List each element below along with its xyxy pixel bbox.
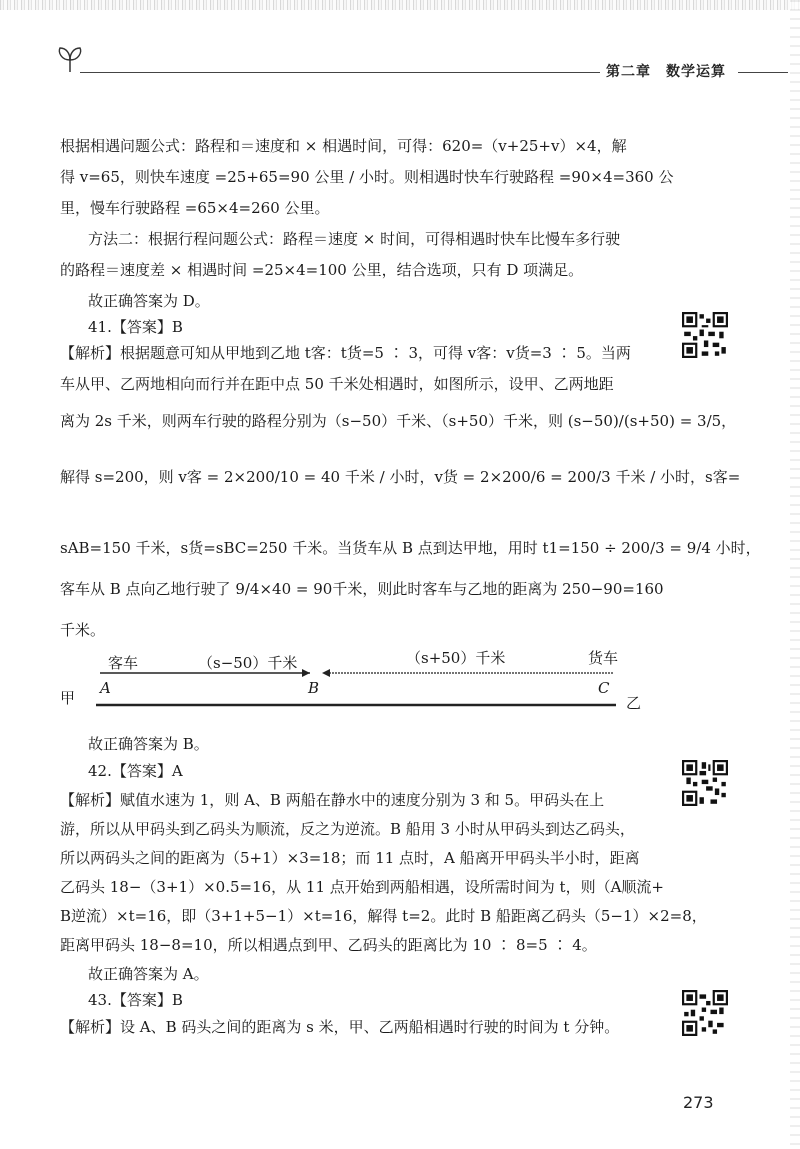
text-line: 千米。 [60, 621, 106, 639]
right-car-label: 货车 [588, 649, 619, 667]
text-line: 车从甲、乙两地相向而行并在距中点 50 千米处相遇时，如图所示，设甲、乙两地距 [60, 375, 614, 393]
text-line: B逆流）×t=16，即（3+1+5−1）×t=16，解得 t=2。此时 B 船距离乙码头（5−1）×2=8， [60, 907, 707, 925]
header-rule-right [738, 72, 788, 73]
text-line: 距离甲码头 18−8=10，所以相遇点到甲、乙码头的距离比为 10 ∶ 8=5 ∶ 4。 [60, 936, 597, 954]
point-b: B [308, 679, 320, 697]
text-line: sAB=150 千米，s货=sBC=250 千米。当货车从 B 点到达甲地，用时 t1=150 ÷ 200/3 = 9/4 小时， [60, 539, 761, 557]
route-diagram [58, 648, 658, 718]
sprout-icon [57, 46, 83, 74]
text-line: 所以两码头之间的距离为（5+1）×3=18；而 11 点时，A 船离开甲码头半小时，距离 [60, 849, 640, 867]
left-car-label: 客车 [108, 654, 139, 672]
point-a: A [100, 679, 111, 697]
text-line: 离为 2s 千米，则两车行驶的路程分别为（s−50）千米、（s+50）千米，则 (s−50)/(s+50) = 3/5， [60, 412, 737, 430]
chapter-title: 第二章 数学运算 [606, 64, 726, 80]
text-line: 方法二：根据行程问题公式：路程＝速度 × 时间，可得相遇时快车比慢车多行驶 [88, 230, 621, 248]
qr-code-icon[interactable] [682, 312, 728, 358]
text-line: 客车从 B 点向乙地行驶了 9/4×40 = 90千米，则此时客车与乙地的距离为 250−90=160 [60, 580, 664, 598]
text-line: 故正确答案为 B。 [88, 735, 209, 753]
scan-edge-right [790, 0, 800, 1149]
qr-code-icon[interactable] [682, 990, 728, 1036]
text-line: 根据相遇问题公式：路程和＝速度和 × 相遇时间，可得：620=（v+25+v）×4，解 [60, 137, 627, 155]
text-line: 乙码头 18−（3+1）×0.5=16，从 11 点开始到两船相遇，设所需时间为 t，则（A顺流+ [60, 878, 664, 896]
text-line: 解得 s=200，则 v客 = 2×200/10 = 40 千米 / 小时，v货 = 2×200/6 = 200/3 千米 / 小时，s客= [60, 468, 741, 486]
answer-heading: 43.【答案】B [88, 991, 183, 1009]
text-line: 【解析】根据题意可知从甲地到乙地 t客：t货=5 ∶ 3，可得 v客：v货=3 ∶ 5。当两 [60, 344, 631, 362]
point-c: C [598, 679, 610, 697]
city-right: 乙 [626, 694, 642, 712]
text-line: 里，慢车行驶路程 =65×4=260 公里。 [60, 199, 330, 217]
right-dist-label: （s+50）千米 [406, 649, 506, 667]
text-line: 得 v=65，则快车速度 =25+65=90 公里 / 小时。则相遇时快车行驶路程 =90×4=360 公 [60, 168, 674, 186]
text-line: 【解析】赋值水速为 1，则 A、B 两船在静水中的速度分别为 3 和 5。甲码头在上 [60, 791, 605, 809]
city-left: 甲 [60, 689, 76, 707]
answer-heading: 42.【答案】A [88, 762, 183, 780]
qr-code-icon[interactable] [682, 760, 728, 806]
text-line: 故正确答案为 A。 [88, 965, 209, 983]
text-line: 【解析】设 A、B 码头之间的距离为 s 米，甲、乙两船相遇时行驶的时间为 t 分钟。 [60, 1018, 620, 1036]
answer-heading: 41.【答案】B [88, 318, 183, 336]
scan-edge-top [0, 0, 800, 10]
text-line: 游，所以从甲码头到乙码头为顺流，反之为逆流。B 船用 3 小时从甲码头到达乙码头， [60, 820, 635, 838]
header-rule [80, 72, 600, 73]
page-number: 273 [683, 1093, 714, 1112]
text-line: 的路程＝速度差 × 相遇时间 =25×4=100 公里，结合选项，只有 D 项满足。 [60, 261, 584, 279]
left-dist-label: （s−50）千米 [198, 654, 298, 672]
text-line: 故正确答案为 D。 [88, 292, 210, 310]
